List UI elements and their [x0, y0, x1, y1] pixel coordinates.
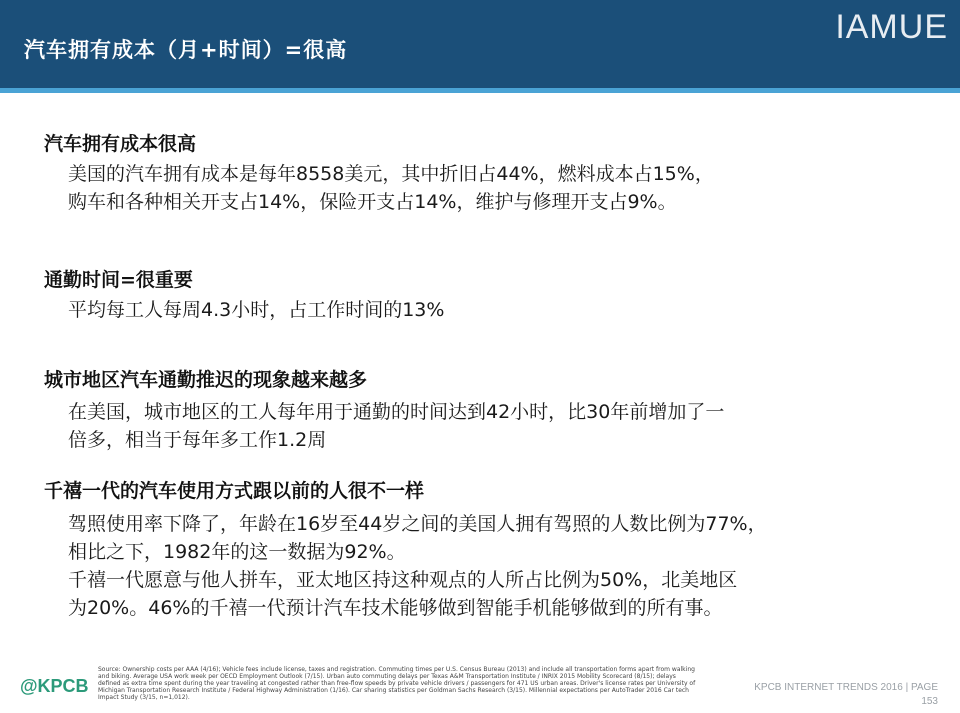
paragraph-line: 美国的汽车拥有成本是每年8558美元，其中折旧占44%，燃料成本占15%，	[68, 163, 714, 185]
section-heading: 城市地区汽车通勤推迟的现象越来越多	[44, 369, 368, 391]
slide-title: 汽车拥有成本（月+时间）=很高	[24, 38, 348, 62]
paragraph-line: 购车和各种相关开支占14%，保险开支占14%，维护与修理开支占9%。	[68, 191, 677, 213]
section-heading: 千禧一代的汽车使用方式跟以前的人很不一样	[44, 480, 425, 502]
paragraph-line: 驾照使用率下降了，年龄在16岁至44岁之间的美国人拥有驾照的人数比例为77%，	[68, 513, 767, 535]
brand-watermark: IAMUE	[835, 8, 948, 46]
section-urban-delays	[44, 362, 724, 454]
kpcb-logo: @KPCB	[20, 676, 89, 696]
section-paragraph	[68, 296, 444, 324]
title-bar	[0, 0, 960, 88]
section-commute-time	[44, 264, 444, 324]
paragraph-line: 倍多，相当于每年多工作1.2周	[68, 429, 327, 451]
section-heading: 通勤时间=很重要	[44, 269, 193, 291]
header-divider	[0, 88, 960, 93]
paragraph-line: 在美国，城市地区的工人每年用于通勤的时间达到42小时，比30年前增加了一	[68, 401, 725, 423]
source-note: Source: Ownership costs per AAA (4/16); Vehicle fees include license, taxes and registration. Commuting times per U.S. Census Bureau (2013) and include all transportation forms apart from walking and biking. Average USA work week per OECD Employment Outlook (7/15). Urban auto commuting delays per Texas A&M Transportation Institute / INRIX 2015 Mobility Scorecard (8/15); delays defined as extra time spent during the year traveling at congested rather than free-flow speeds by private vehicle drivers / passengers for 471 US urban areas. Driver's license rates per University of Michigan Transportation Research Institute / Federal Highway Administration (1/16). Car sharing statistics per Goldman Sachs Research (3/15). Millennial expectations per AutoTrader 2016 Car tech Impact Study (3/15, n=1,012).	[98, 666, 696, 701]
section-heading: 汽车拥有成本很高	[44, 133, 197, 155]
section-ownership-cost	[44, 128, 714, 216]
paragraph-line: 平均每工人每周4.3小时，占工作时间的13%	[68, 299, 445, 321]
paragraph-line: 相比之下，1982年的这一数据为92%。	[68, 541, 406, 563]
page-footer	[754, 681, 938, 709]
section-paragraph	[68, 510, 767, 622]
section-paragraph	[68, 398, 724, 454]
section-paragraph	[68, 160, 714, 216]
paragraph-line: 为20%。46%的千禧一代预计汽车技术能够做到智能手机能够做到的所有事。	[68, 597, 723, 619]
page-number: 153	[921, 696, 938, 707]
report-name: KPCB INTERNET TRENDS 2016 | PAGE	[754, 682, 938, 693]
paragraph-line: 千禧一代愿意与他人拼车，亚太地区持这种观点的人所占比例为50%，北美地区	[68, 569, 738, 591]
section-millennials	[44, 472, 767, 622]
